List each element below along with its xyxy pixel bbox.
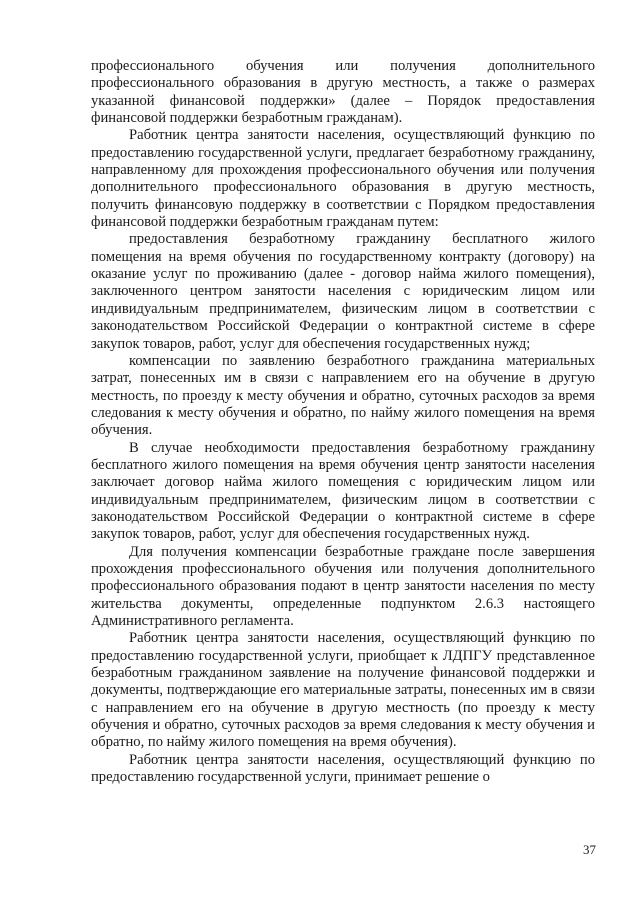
page-number: 37: [583, 842, 596, 857]
paragraph: профессионального обучения или получения дополнительного профессионального образования в другую местность, а также о размерах указанной финансовой поддержки» (далее – Порядок предоставления финансовой поддержки безработным гражданам).: [91, 58, 595, 127]
paragraph: Для получения компенсации безработные граждане после завершения прохождения профессионального обучения или получения дополнительного профессионального образования подают в центр занятости населения по месту жительства документы, определенные подпунктом 2.6.3 настоящего Административного регламента.: [91, 543, 595, 629]
document-body: [91, 58, 595, 786]
paragraph: Работник центра занятости населения, осуществляющий функцию по предоставлению государственной услуги, приобщает к ЛДПГУ представленное безработным гражданином заявление на получение финансовой поддержки и документы, подтверждающие его материальные затраты, понесенных им в связи с направлением его на обучение в другую местность (по проезду к месту обучения и обратно, суточных расходов за время следования к месту обучения и обратно, по найму жилого помещения на время обучения).: [91, 630, 595, 751]
paragraph: Работник центра занятости населения, осуществляющий функцию по предоставлению государственной услуги, предлагает безработному гражданину, направленному для прохождения профессионального обучения или получения дополнительного профессионального образования в другую местность, получить финансовую поддержку в соответствии с Порядком предоставления финансовой поддержки безработным гражданам путем:: [91, 127, 595, 231]
paragraph: Работник центра занятости населения, осуществляющий функцию по предоставлению государственной услуги, принимает решение о: [91, 751, 595, 786]
paragraph: В случае необходимости предоставления безработному гражданину бесплатного жилого помещения на время обучения центр занятости населения заключает договор найма жилого помещения с юридическим лицом или индивидуальным предпринимателем, физическим лицом в соответствии с законодательством Российской Федерации о контрактной системе в сфере закупок товаров, работ, услуг для обеспечения государственных нужд.: [91, 439, 595, 543]
paragraph: компенсации по заявлению безработного гражданина материальных затрат, понесенных им в связи с направлением его на обучение в другую местность, по проезду к месту обучения и обратно, суточных расходов за время следования к месту обучения и обратно, по найму жилого помещения на время обучения.: [91, 352, 595, 439]
paragraph: предоставления безработному гражданину бесплатного жилого помещения на время обучения по государственному контракту (договору) на оказание услуг по проживанию (далее - договор найма жилого помещения), заключенного центром занятости населения с юридическим лицом или индивидуальным предпринимателем, физическим лицом в соответствии с законодательством Российской Федерации о контрактной системе в сфере закупок товаров, работ, услуг для обеспечения государственных нужд;: [91, 231, 595, 352]
